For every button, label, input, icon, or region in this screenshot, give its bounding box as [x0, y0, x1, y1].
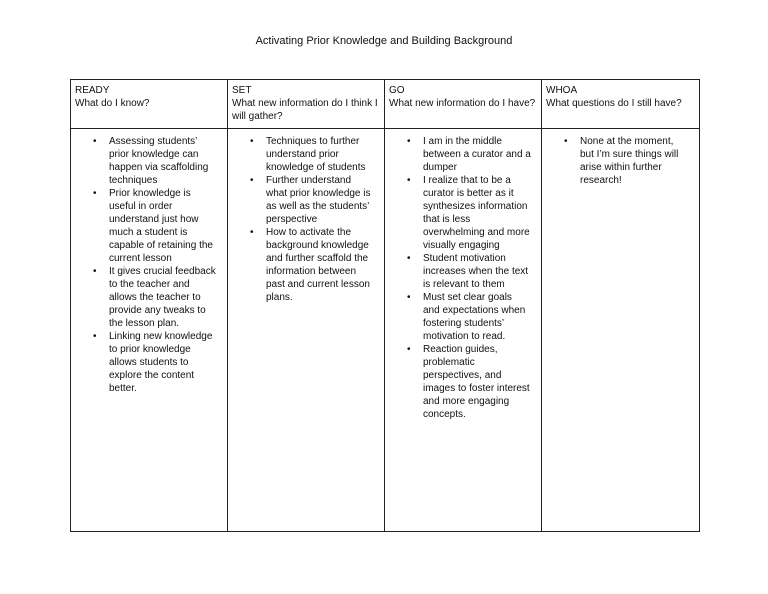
column-name-whoa: WHOA — [546, 85, 578, 96]
column-question-set: What new information do I think I will gather? — [232, 98, 378, 122]
list-item: • None at the moment, but I’m sure things will arise within further research! — [580, 135, 689, 187]
bullet-list-go — [385, 129, 541, 421]
column-question-ready: What do I know? — [75, 98, 150, 109]
list-item: • Further understand what prior knowledge is as well as the students’ perspective — [266, 174, 374, 226]
column-question-go: What new information do I have? — [389, 98, 536, 109]
document-title: Activating Prior Knowledge and Building Background — [255, 35, 513, 47]
header-cell-set — [228, 80, 385, 129]
bullet-list-set — [228, 129, 384, 304]
header-cell-ready — [71, 80, 228, 129]
column-question-whoa: What questions do I still have? — [546, 98, 682, 109]
body-cell-ready — [71, 129, 228, 532]
list-item: • Reaction guides, problematic perspectives, and images to foster interest and more engaging concepts. — [423, 343, 531, 421]
header-cell-whoa — [542, 80, 700, 129]
list-item: • Student motivation increases when the text is relevant to them — [423, 252, 531, 291]
body-cell-set — [228, 129, 385, 532]
list-item: • Must set clear goals and expectations when fostering students’ motivation to read. — [423, 291, 531, 343]
bullet-list-whoa — [542, 129, 699, 187]
table-header-row — [71, 80, 700, 129]
column-name-ready: READY — [75, 85, 110, 96]
list-item: • I am in the middle between a curator and a dumper — [423, 135, 531, 174]
list-item: • Assessing students’ prior knowledge can happen via scaffolding techniques — [109, 135, 217, 187]
list-item: • I realize that to be a curator is better as it synthesizes information that is less overwhelming and more visually engaging — [423, 174, 531, 252]
table-body-row — [71, 129, 700, 532]
header-cell-go — [385, 80, 542, 129]
column-name-go: GO — [389, 85, 405, 96]
column-name-set: SET — [232, 85, 252, 96]
body-cell-go — [385, 129, 542, 532]
list-item: • Prior knowledge is useful in order understand just how much a student is capable of retaining the current lesson — [109, 187, 217, 265]
list-item: • How to activate the background knowledge and further scaffold the information between past and current lesson plans. — [266, 226, 374, 304]
list-item: • It gives crucial feedback to the teacher and allows the teacher to provide any tweaks to the lesson plan. — [109, 265, 217, 330]
list-item: • Techniques to further understand prior knowledge of students — [266, 135, 374, 174]
list-item: • Linking new knowledge to prior knowledge allows students to explore the content better. — [109, 330, 217, 395]
rsgw-table — [70, 79, 700, 532]
body-cell-whoa — [542, 129, 700, 532]
bullet-list-ready — [71, 129, 227, 395]
